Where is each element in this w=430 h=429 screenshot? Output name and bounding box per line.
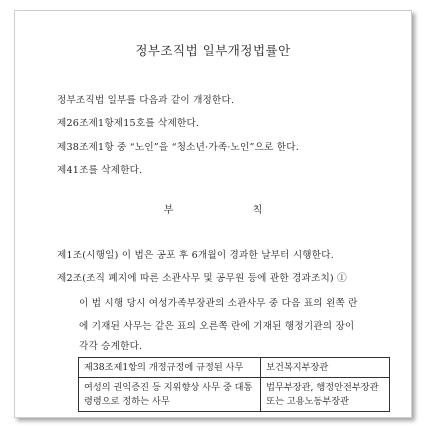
transfer-table (78, 357, 390, 412)
addendum-article-2-line: 각각 승계한다. (79, 341, 143, 352)
addendum-article-2-line: 에 기재된 사무는 같은 표의 오른쪽 란에 기재된 행정기관의 장이 (79, 321, 355, 332)
amendment-item: 제41조를 삭제한다. (57, 165, 143, 176)
supplementary-heading: 부 칙 (163, 205, 301, 216)
addendum-article-1: 제1조(시행일) 이 법은 공포 후 6개월이 경과한 날부터 시행한다. (57, 250, 334, 261)
table-cell-text: 법무부장관, 행정안전부장관 또는 고용노동부장관 (266, 382, 379, 407)
addendum-article-2-line: 이 법 시행 당시 여성가족부장관의 소관사무 중 다음 표의 왼쪽 란 (79, 298, 358, 309)
table-cell-left (79, 378, 261, 412)
intro-text: 정부조직법 일부를 다음과 같이 개정한다. (57, 95, 235, 106)
table-cell-text: 여성의 권익증진 등 지위향상 사무 중 대통령령으로 정하는 사무 (84, 382, 253, 407)
document-title: 정부조직법 일부개정법률안 (135, 43, 291, 58)
addendum-article-2-line: 제2조(조직 폐지에 따른 소관사무 및 공무원 등에 관한 경과조치) ① (57, 273, 347, 284)
table-header-right (261, 358, 390, 378)
table-row (79, 378, 390, 412)
table-row (79, 358, 390, 378)
amendment-item: 제38조제1항 중 “노인”을 “청소년·가족·노인”으로 한다. (57, 142, 299, 153)
table-cell-text: 제38조제1항의 개정규정에 규정된 사무 (84, 362, 244, 373)
table-cell-right (261, 378, 390, 412)
table-cell-text: 보건복지부장관 (266, 362, 329, 373)
amendment-item: 제26조제1항제15호를 삭제한다. (57, 118, 200, 129)
table-header-left (79, 358, 261, 378)
document-page (14, 10, 412, 418)
